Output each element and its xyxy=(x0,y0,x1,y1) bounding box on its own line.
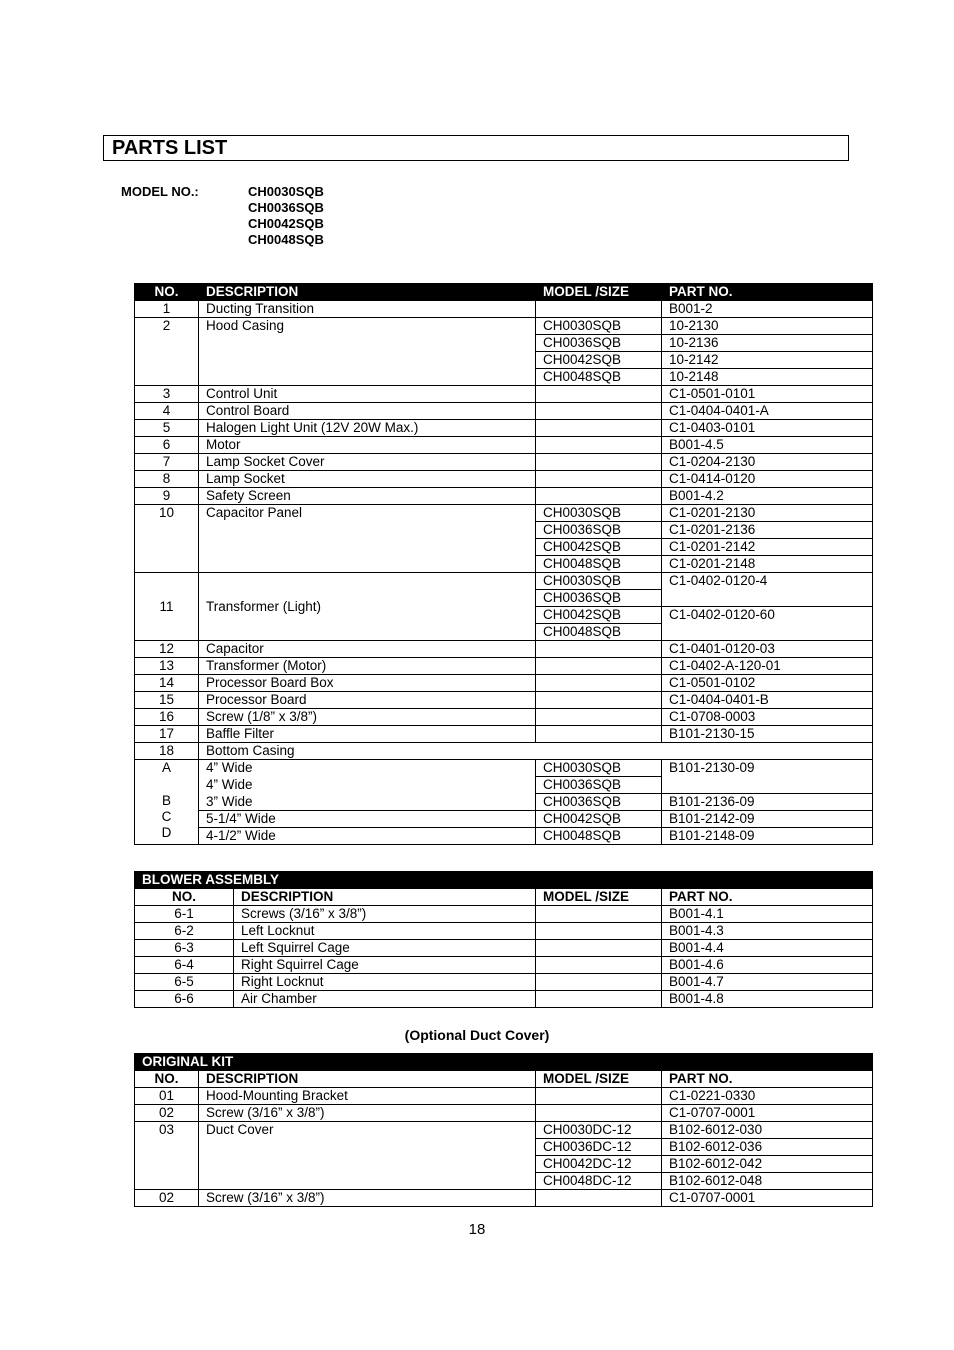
row-model-size xyxy=(536,420,662,437)
header-part-no: PART NO. xyxy=(662,1071,873,1088)
row-no: 14 xyxy=(135,675,199,692)
row-model-size: CH0036DC-12 xyxy=(536,1139,662,1156)
blower-assembly-title: BLOWER ASSEMBLY xyxy=(135,872,873,889)
table-row xyxy=(135,726,873,743)
row-part-no: B101-2148-09 xyxy=(662,828,873,845)
row-no: 6-5 xyxy=(135,974,234,991)
row-part-no: B001-4.4 xyxy=(662,940,873,957)
row-part-no: C1-0707-0001 xyxy=(662,1190,873,1207)
row-model-size xyxy=(536,454,662,471)
row-model-size: CH0042SQB xyxy=(536,539,662,556)
row-part-no: B101-2130-15 xyxy=(662,726,873,743)
row-model-size: CH0048SQB xyxy=(536,828,662,845)
table-row xyxy=(135,437,873,454)
row-model-size: CH0030SQB xyxy=(536,505,662,522)
table-row xyxy=(135,454,873,471)
row-part-no: B001-4.1 xyxy=(662,906,873,923)
row-model-size: CH0042SQB xyxy=(536,811,662,828)
row-description: Processor Board Box xyxy=(199,675,536,692)
row-description: Lamp Socket Cover xyxy=(199,454,536,471)
row-part-no: B101-2136-09 xyxy=(662,794,873,811)
row-no: 6-6 xyxy=(135,991,234,1008)
row-no: 6-3 xyxy=(135,940,234,957)
header-part-no: PART NO. xyxy=(662,284,873,301)
header-model-size: MODEL /SIZE xyxy=(536,1071,662,1088)
row-model-size: CH0036SQB xyxy=(536,794,662,811)
row-description: Transformer (Motor) xyxy=(199,658,536,675)
table-row xyxy=(135,743,873,760)
table-row xyxy=(135,974,873,991)
row-no: 15 xyxy=(135,692,199,709)
table-row xyxy=(135,1105,873,1122)
parts-list-title-box xyxy=(103,135,849,161)
row-part-no: C1-0414-0120 xyxy=(662,471,873,488)
row-no: 10 xyxy=(135,505,199,573)
row-part-no: B102-6012-042 xyxy=(662,1156,873,1173)
row-description: 3” Wide xyxy=(199,794,536,811)
row-no: 01 xyxy=(135,1088,199,1105)
row-part-no: B102-6012-048 xyxy=(662,1173,873,1190)
row-model-size: CH0030SQB xyxy=(536,318,662,335)
row-model-size: CH0036SQB xyxy=(536,522,662,539)
original-kit-title: ORIGINAL KIT xyxy=(135,1054,873,1071)
row-model-size xyxy=(536,437,662,454)
row-part-no: B001-4.7 xyxy=(662,974,873,991)
row-model-size xyxy=(536,957,662,974)
header-part-no: PART NO. xyxy=(662,889,873,906)
row-letter: C xyxy=(161,809,172,824)
table-row xyxy=(135,420,873,437)
table-row xyxy=(135,403,873,420)
row-part-no: B001-2 xyxy=(662,301,873,318)
row-description: Lamp Socket xyxy=(199,471,536,488)
header-no: NO. xyxy=(135,889,234,906)
row-model-size: CH0036SQB xyxy=(536,777,662,794)
table-header-row xyxy=(135,284,873,301)
row-model-size: CH0042DC-12 xyxy=(536,1156,662,1173)
row-no: 3 xyxy=(135,386,199,403)
row-part-no: C1-0403-0101 xyxy=(662,420,873,437)
row-part-no: C1-0221-0330 xyxy=(662,1088,873,1105)
row-model-size: CH0030DC-12 xyxy=(536,1122,662,1139)
row-part-no: C1-0201-2136 xyxy=(662,522,873,539)
table-row xyxy=(135,386,873,403)
table-row xyxy=(135,906,873,923)
row-no: 8 xyxy=(135,471,199,488)
row-model-size: CH0036SQB xyxy=(536,590,662,607)
row-description: Ducting Transition xyxy=(199,301,536,318)
table-row xyxy=(135,318,873,335)
table-row xyxy=(135,641,873,658)
row-no: 13 xyxy=(135,658,199,675)
row-model-size xyxy=(536,709,662,726)
row-part-no: C1-0501-0101 xyxy=(662,386,873,403)
row-description: Left Locknut xyxy=(234,923,536,940)
row-description: 4” Wide xyxy=(199,760,536,777)
row-part-no: C1-0402-A-120-01 xyxy=(662,658,873,675)
row-model-size xyxy=(536,658,662,675)
table-row xyxy=(135,471,873,488)
row-part-no: C1-0707-0001 xyxy=(662,1105,873,1122)
row-description: Left Squirrel Cage xyxy=(234,940,536,957)
header-model-size: MODEL /SIZE xyxy=(536,284,662,301)
row-model-size xyxy=(536,488,662,505)
row-part-no: B001-4.5 xyxy=(662,437,873,454)
section-title-row xyxy=(135,1054,873,1071)
table-row xyxy=(135,991,873,1008)
table-row xyxy=(135,828,873,845)
row-no: 02 xyxy=(135,1105,199,1122)
row-part-no: C1-0201-2148 xyxy=(662,556,873,573)
row-model-size xyxy=(536,386,662,403)
table-row xyxy=(135,658,873,675)
header-no: NO. xyxy=(135,1071,199,1088)
row-model-size xyxy=(536,923,662,940)
row-part-no: C1-0404-0401-B xyxy=(662,692,873,709)
row-model-size: CH0042SQB xyxy=(536,607,662,624)
table-row xyxy=(135,709,873,726)
row-no: 6-2 xyxy=(135,923,234,940)
table-header-row xyxy=(135,889,873,906)
row-description: Screw (3/16” x 3/8”) xyxy=(199,1105,536,1122)
model-number: CH0030SQB xyxy=(248,184,324,199)
row-no: 11 xyxy=(135,573,199,641)
table-row xyxy=(135,1190,873,1207)
row-part-no: C1-0402-0120-60 xyxy=(662,607,873,641)
row-model-size xyxy=(536,991,662,1008)
row-part-no: B001-4.6 xyxy=(662,957,873,974)
row-part-no: B101-2130-09 xyxy=(662,760,873,794)
table-row xyxy=(135,760,873,777)
row-part-no: B102-6012-030 xyxy=(662,1122,873,1139)
row-description: Control Board xyxy=(199,403,536,420)
row-no: 16 xyxy=(135,709,199,726)
row-letter: D xyxy=(161,825,172,840)
blower-assembly-table xyxy=(134,871,873,1008)
header-no: NO. xyxy=(135,284,199,301)
row-model-size xyxy=(536,974,662,991)
row-model-size: CH0048DC-12 xyxy=(536,1173,662,1190)
row-model-size: CH0048SQB xyxy=(536,369,662,386)
row-model-size: CH0048SQB xyxy=(536,556,662,573)
page-title: PARTS LIST xyxy=(112,137,228,159)
row-no: 12 xyxy=(135,641,199,658)
row-no: 17 xyxy=(135,726,199,743)
row-part-no: B001-4.2 xyxy=(662,488,873,505)
row-description: Safety Screen xyxy=(199,488,536,505)
row-letter: B xyxy=(161,793,171,808)
row-part-no: 10-2142 xyxy=(662,352,873,369)
row-part-no: 10-2136 xyxy=(662,335,873,352)
model-number: CH0048SQB xyxy=(248,232,324,247)
row-no: 6 xyxy=(135,437,199,454)
row-no: 2 xyxy=(135,318,199,386)
row-model-size: CH0030SQB xyxy=(536,760,662,777)
row-description: Duct Cover xyxy=(199,1122,536,1190)
row-description: Right Squirrel Cage xyxy=(234,957,536,974)
row-no: 4 xyxy=(135,403,199,420)
row-description: 4-1/2” Wide xyxy=(199,828,536,845)
main-parts-table xyxy=(134,283,873,845)
row-model-size xyxy=(536,1190,662,1207)
header-description: DESCRIPTION xyxy=(199,284,536,301)
row-description: Hood-Mounting Bracket xyxy=(199,1088,536,1105)
row-part-no: 10-2148 xyxy=(662,369,873,386)
row-description: Transformer (Light) xyxy=(199,573,536,641)
row-part-no: C1-0201-2142 xyxy=(662,539,873,556)
table-row xyxy=(135,811,873,828)
row-description: Screws (3/16” x 3/8”) xyxy=(234,906,536,923)
table-row xyxy=(135,957,873,974)
row-part-no: C1-0204-2130 xyxy=(662,454,873,471)
header-description: DESCRIPTION xyxy=(234,889,536,906)
table-header-row xyxy=(135,1071,873,1088)
row-part-no: 10-2130 xyxy=(662,318,873,335)
row-part-no: C1-0404-0401-A xyxy=(662,403,873,420)
row-model-size xyxy=(536,403,662,420)
row-description: Bottom Casing xyxy=(199,743,873,760)
row-description: Capacitor xyxy=(199,641,536,658)
row-part-no: B102-6012-036 xyxy=(662,1139,873,1156)
row-description: Control Unit xyxy=(199,386,536,403)
row-model-size: CH0030SQB xyxy=(536,573,662,590)
row-model-size: CH0036SQB xyxy=(536,335,662,352)
row-description: Halogen Light Unit (12V 20W Max.) xyxy=(199,420,536,437)
row-model-size: CH0042SQB xyxy=(536,352,662,369)
row-model-size xyxy=(536,471,662,488)
row-description: Air Chamber xyxy=(234,991,536,1008)
row-description: Motor xyxy=(199,437,536,454)
row-part-no: C1-0501-0102 xyxy=(662,675,873,692)
row-description: Hood Casing xyxy=(199,318,536,386)
row-description: Screw (3/16” x 3/8”) xyxy=(199,1190,536,1207)
original-kit-table xyxy=(134,1053,873,1207)
row-description: 4” Wide xyxy=(199,777,536,794)
row-no: 1 xyxy=(135,301,199,318)
table-row xyxy=(135,794,873,811)
row-part-no: C1-0201-2130 xyxy=(662,505,873,522)
table-row xyxy=(135,1122,873,1139)
row-part-no: B101-2142-09 xyxy=(662,811,873,828)
table-row xyxy=(135,923,873,940)
row-no: 9 xyxy=(135,488,199,505)
row-description: Capacitor Panel xyxy=(199,505,536,573)
row-part-no: C1-0401-0120-03 xyxy=(662,641,873,658)
row-model-size xyxy=(536,675,662,692)
table-row xyxy=(135,940,873,957)
row-description: Screw (1/8” x 3/8”) xyxy=(199,709,536,726)
section-title-row xyxy=(135,872,873,889)
row-description: Baffle Filter xyxy=(199,726,536,743)
row-no: 5 xyxy=(135,420,199,437)
row-model-size: CH0048SQB xyxy=(536,624,662,641)
row-model-size xyxy=(536,641,662,658)
optional-duct-cover-caption: (Optional Duct Cover) xyxy=(404,1027,550,1043)
page-number: 18 xyxy=(468,1221,486,1238)
table-row xyxy=(135,488,873,505)
row-model-size xyxy=(536,692,662,709)
row-model-size xyxy=(536,726,662,743)
row-letter: A xyxy=(161,760,171,775)
table-row xyxy=(135,301,873,318)
row-no: 03 xyxy=(135,1122,199,1190)
table-row xyxy=(135,1088,873,1105)
row-part-no: B001-4.3 xyxy=(662,923,873,940)
row-description: Processor Board xyxy=(199,692,536,709)
model-number: CH0036SQB xyxy=(248,200,324,215)
row-model-size xyxy=(536,906,662,923)
row-model-size xyxy=(536,301,662,318)
row-description: Right Locknut xyxy=(234,974,536,991)
header-model-size: MODEL /SIZE xyxy=(536,889,662,906)
row-part-no: C1-0708-0003 xyxy=(662,709,873,726)
row-model-size xyxy=(536,1105,662,1122)
table-row xyxy=(135,573,873,590)
row-model-size xyxy=(536,1088,662,1105)
model-number-list xyxy=(248,184,324,248)
model-number: CH0042SQB xyxy=(248,216,324,231)
row-no: 6-1 xyxy=(135,906,234,923)
row-no: 6-4 xyxy=(135,957,234,974)
row-letter-group xyxy=(135,760,199,845)
table-row xyxy=(135,692,873,709)
row-part-no: C1-0402-0120-4 xyxy=(662,573,873,607)
row-no: 18 xyxy=(135,743,199,760)
row-description: 5-1/4” Wide xyxy=(199,811,536,828)
row-model-size xyxy=(536,940,662,957)
table-row xyxy=(135,675,873,692)
row-part-no: B001-4.8 xyxy=(662,991,873,1008)
row-no: 7 xyxy=(135,454,199,471)
table-row xyxy=(135,505,873,522)
header-description: DESCRIPTION xyxy=(199,1071,536,1088)
row-no: 02 xyxy=(135,1190,199,1207)
model-number-label: MODEL NO.: xyxy=(121,184,199,199)
